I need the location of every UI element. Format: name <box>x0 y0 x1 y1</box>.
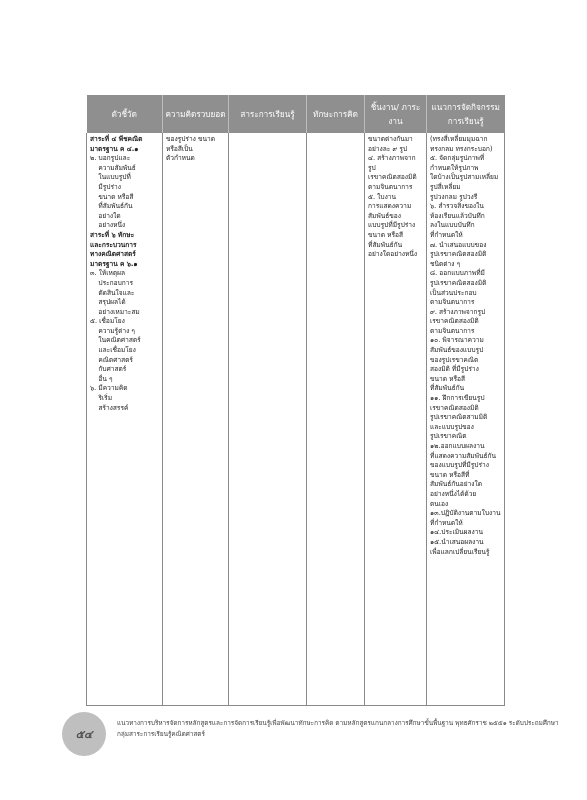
cell-line: ในคณิตศาสตร์ <box>90 336 141 345</box>
cell-line: อย่างเหมาะสม <box>90 307 140 316</box>
cell-line: ตัดสินใจและ <box>90 288 135 297</box>
cell-line: รูปเรขาคณิตสองมิติ <box>430 278 487 287</box>
cell-thinking-skill <box>307 133 365 706</box>
cell-line: ตนเอง <box>430 499 449 508</box>
cell-line: คณิตศาสตร์ <box>90 355 133 364</box>
cell-line: ๓. ให้เหตุผล <box>90 269 126 278</box>
cell-line: ขนาด หรือสี <box>90 192 134 201</box>
cell-line: อย่างใดอย่างหนึ่ง <box>368 250 418 259</box>
cell-line: ๕. เชื่อมโยง <box>90 317 125 326</box>
cell-line: ๔. สร้างภาพจากรูป <box>368 154 416 172</box>
cell-line: ๘. ออกแบบภาพที่มี <box>430 269 485 278</box>
header-indicator: ตัวชี้วัด <box>87 95 163 133</box>
header-thinking-skill: ทักษะการคิด <box>307 95 365 133</box>
cell-line: ที่สัมพันธ์กัน <box>368 240 403 249</box>
cell-line: สองมิติ ที่มีรูปร่าง <box>430 365 479 374</box>
cell-line: รูปเรขาคณิตสามมิติ <box>430 413 488 422</box>
header-concept: ความคิดรวบยอด <box>163 95 229 133</box>
cell-line: อย่างละ ๙ รูป <box>368 144 408 153</box>
cell-line: สร้างสรรค์ <box>90 403 129 412</box>
cell-line: ๕. จัดกลุ่มรูปภาพที่ <box>430 154 485 163</box>
cell-line: ขนาดต่างกันมา <box>368 135 413 143</box>
cell-line: ความรู้ต่าง ๆ <box>90 326 135 335</box>
cell-line: รูปเรขาคณิตสองมิติ <box>430 250 487 259</box>
cell-line: มาตรฐาน ค ๔.๑ <box>90 144 139 153</box>
cell-line: ลงในแบบบันทึก <box>430 221 475 230</box>
cell-line: ๑๓.ปฏิบัติงานตามใบงาน <box>430 509 501 518</box>
cell-line: ขนาด หรือสี <box>368 230 403 239</box>
cell-line: ใดบ้างเป็นรูปสามเหลี่ยม <box>430 173 499 182</box>
cell-line: ๑๐. พิจารณาความ <box>430 336 484 345</box>
page-number-badge: ๕๔ <box>62 712 106 756</box>
cell-activity <box>427 133 505 706</box>
cell-line: สาระที่ ๔ พีชคณิต <box>90 135 143 143</box>
cell-line: ตัวกำหนด <box>166 154 195 163</box>
cell-line: ประกอบการ <box>90 278 134 287</box>
cell-line: ขนาด หรือสี <box>430 374 465 383</box>
header-activity: แนวการจัดกิจกรรม การเรียนรู้ <box>427 95 505 133</box>
cell-line: ๗. นำเสนอแบบของ <box>430 240 487 249</box>
cell-line: ๖. มีความคิด <box>90 384 128 393</box>
cell-indicator <box>87 133 163 706</box>
cell-line: อื่น ๆ <box>90 374 113 383</box>
header-task: ชิ้นงาน/ ภาระงาน <box>365 95 427 133</box>
cell-line: ห้องเรียนแล้วบันทึก <box>430 211 485 220</box>
footer-line-2: กลุ่มสาระการเรียนรู้คณิตศาสตร์ <box>117 730 205 738</box>
cell-concept <box>163 133 229 706</box>
cell-line: ๑๒.ออกแบบผลงาน <box>430 442 485 450</box>
cell-line: หรือสีเป็น <box>166 144 193 153</box>
cell-line: และแบบรูปของ <box>430 422 474 431</box>
cell-line: กำหนดให้รูปภาพ <box>430 163 479 172</box>
cell-task <box>365 133 427 706</box>
cell-line: ของรูปเรขาคณิต <box>430 355 479 364</box>
cell-line: ๑๕.นำเสนอผลงาน <box>430 537 484 546</box>
cell-line: ที่สัมพันธ์กัน <box>90 202 133 211</box>
cell-line: ๒. บอกรูปและ <box>90 154 131 163</box>
cell-line: สัมพันธ์กันอย่างใด <box>430 480 482 489</box>
cell-line: ๙. สร้างภาพจากรูป <box>430 307 486 316</box>
cell-line: ๖. สำรวจสิ่งของใน <box>430 202 484 211</box>
cell-line: อย่างหนึ่งได้ด้วย <box>430 489 477 498</box>
footer-text <box>117 718 559 740</box>
cell-line: (ทรงสี่เหลี่ยมมุมฉาก <box>430 135 488 143</box>
cell-line: ๑๑. ฝึกการเขียนรูป <box>430 394 485 403</box>
cell-line: และเชื่อมโยง <box>90 346 136 355</box>
cell-line: ริเริ่ม <box>90 394 113 403</box>
cell-content <box>229 133 307 706</box>
cell-line: ของรูปร่าง ขนาด <box>166 135 215 143</box>
cell-line: ขนาด หรือสีที่ <box>430 470 470 479</box>
table-row <box>87 133 505 706</box>
header-content: สาระการเรียนรู้ <box>229 95 307 133</box>
cell-line: เรขาคณิตสองมิติ <box>430 403 479 412</box>
table-header-row <box>87 95 505 133</box>
cell-line: ทรงกลม ทรงกระบอก) <box>430 144 493 153</box>
cell-line: ที่กำหนดให้ <box>430 518 463 527</box>
cell-line: การแสดงความ <box>368 202 412 211</box>
cell-line: กับศาสตร์ <box>90 365 127 374</box>
cell-line: ของแบบรูปที่มีรูปร่าง <box>430 461 489 470</box>
cell-line: อย่างหนึ่ง <box>90 221 126 230</box>
cell-line: และกระบวนการ <box>90 240 137 249</box>
cell-line: ทางคณิตศาสตร์ <box>90 250 136 259</box>
curriculum-table <box>86 95 505 706</box>
cell-line: รูปวงกลม รูปวงรี <box>430 192 478 201</box>
cell-line: ที่กำหนดให้ <box>430 230 463 239</box>
cell-line: สาระที่ ๖ ทักษะ <box>90 230 135 239</box>
cell-line: เรขาคณิตสองมิติ <box>430 317 479 326</box>
cell-line: สัมพันธ์ของแบบรูป <box>430 346 484 355</box>
cell-line: อย่างใด <box>90 211 121 220</box>
cell-line: ชนิดต่าง ๆ <box>430 259 461 268</box>
cell-line: มาตรฐาน ค ๖.๑ <box>90 259 138 268</box>
cell-line: ตามจินตนาการ <box>430 326 475 335</box>
cell-line: ที่สัมพันธ์กัน <box>430 384 465 393</box>
cell-line: สัมพันธ์ของ <box>368 211 401 220</box>
cell-line: รูปเรขาคณิต <box>430 432 467 441</box>
cell-line: ตามจินตนาการ <box>368 182 413 191</box>
cell-line: ความสัมพันธ์ <box>90 163 136 172</box>
cell-line: สรุปผลได้ <box>90 298 126 307</box>
cell-line: ตามจินตนาการ <box>430 298 475 307</box>
cell-line: ที่แสดงความสัมพันธ์กัน <box>430 451 497 460</box>
footer-line-1: แนวทางการบริหารจัดการหลักสูตรและการจัดการเรียนรู้เพื่อพัฒนาทักษะการคิด ตามหลักสูตรแกนกลางการศึกษาขั้นพื้นฐาน พุทธศักราช ๒๕๕๑ ระดับประถมศึกษา <box>117 719 559 727</box>
cell-line: เป็นส่วนประกอบ <box>430 288 477 297</box>
cell-line: เพื่อแลกเปลี่ยนเรียนรู้ <box>430 547 490 556</box>
cell-line: ๕. ใบงาน <box>368 192 397 201</box>
cell-line: มีรูปร่าง <box>90 182 121 191</box>
cell-line: แบบรูปที่มีรูปร่าง <box>368 221 416 230</box>
cell-line: รูปสี่เหลี่ยม <box>430 182 461 191</box>
cell-line: เรขาคณิตสองมิติ <box>368 173 417 182</box>
cell-line: ในแบบรูปที่ <box>90 173 131 182</box>
cell-line: ๑๔.ประเมินผลงาน <box>430 528 483 537</box>
